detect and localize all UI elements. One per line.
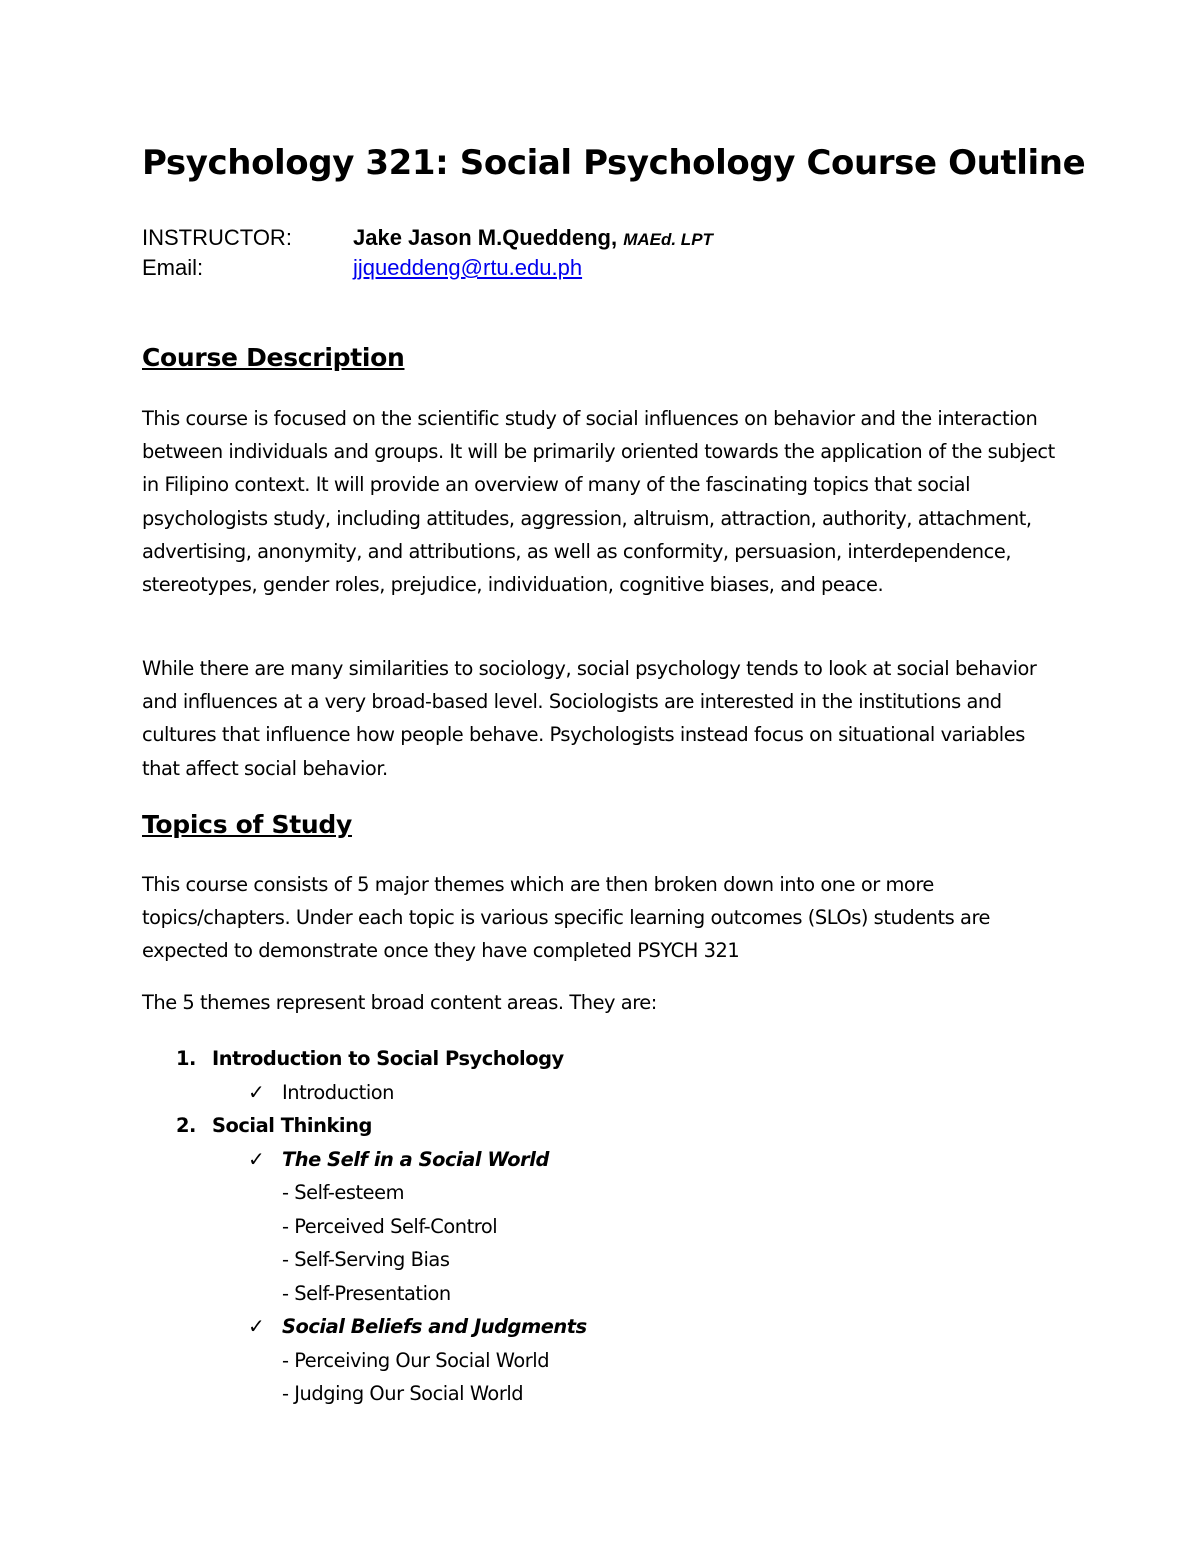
- course-description-paragraph-1: This course is focused on the scientific study of social influences on behavior and the interaction between individuals and groups. It will be primarily oriented towards the application of the subject in Filipino context. It will provide an overview of many of the fascinating topics that social psychologists study, including attitudes, aggression, altruism, attraction, authority, attachment, advertising, anonymity, and attributions, as well as conformity, persuasion, interdependence, stereotypes, gender roles, prejudice, individuation, cognitive biases, and peace.: [142, 407, 1055, 597]
- subtopic-item: [142, 1210, 1042, 1244]
- page-title: Psychology 321: Social Psychology Course Outline: [142, 143, 1086, 183]
- course-description-paragraph-2: While there are many similarities to sociology, social psychology tends to look at social behavior and influences at a very broad-based level. Sociologists are interested in the institutions and cultures that influence how people behave. Psychologists instead focus on situational variables that affect social behavior.: [142, 657, 1037, 780]
- checkmark-icon: ✓: [248, 1146, 265, 1171]
- subtopic-label: - Self-Serving Bias: [282, 1248, 450, 1271]
- subtopic-label: - Judging Our Social World: [282, 1382, 524, 1405]
- email-value: [353, 255, 582, 281]
- subtopic-item: [142, 1243, 1042, 1277]
- checkmark-icon: ✓: [248, 1314, 265, 1338]
- topic-label: Social Beliefs and Judgments: [282, 1315, 587, 1338]
- instructor-value: [353, 225, 713, 251]
- themes-list: [142, 1042, 1042, 1411]
- email-label: Email:: [142, 255, 204, 280]
- subtopic-label: - Perceived Self-Control: [282, 1214, 498, 1238]
- subtopic-item: [142, 1377, 1042, 1411]
- checkmark-icon: ✓: [248, 1079, 265, 1104]
- topic-label: The Self in a Social World: [282, 1147, 549, 1171]
- topic-item: [142, 1143, 1042, 1177]
- topics-of-study-paragraph-2: The 5 themes represent broad content areas. They are:: [142, 991, 657, 1014]
- subtopic-label: - Self-Presentation: [282, 1281, 451, 1305]
- instructor-credentials: MAEd. LPT: [623, 230, 713, 249]
- subtopic-label: - Self-esteem: [282, 1181, 405, 1204]
- theme-item: [142, 1109, 1042, 1143]
- topics-of-study-heading: Topics of Study: [142, 810, 352, 839]
- theme-item: [142, 1042, 1042, 1076]
- topics-of-study-paragraph-1: This course consists of 5 major themes which are then broken down into one or more topics/chapters. Under each topic is various specific learning outcomes (SLOs) students are expected to demonstrate once they have completed PSYCH 321: [142, 873, 991, 963]
- instructor-name: Jake Jason M.Queddeng,: [353, 225, 618, 250]
- topic-item: [142, 1310, 1042, 1344]
- topic-label: Introduction: [282, 1080, 395, 1104]
- subtopic-item: [142, 1277, 1042, 1311]
- theme-label: Social Thinking: [212, 1114, 372, 1137]
- subtopic-item: [142, 1176, 1042, 1210]
- instructor-label: INSTRUCTOR:: [142, 225, 292, 250]
- course-description-heading: Course Description: [142, 343, 405, 372]
- email-link[interactable]: jjqueddeng@rtu.edu.ph: [353, 255, 583, 280]
- theme-label: Introduction to Social Psychology: [212, 1047, 564, 1070]
- theme-number: 2.: [176, 1114, 196, 1137]
- subtopic-item: [142, 1344, 1042, 1378]
- theme-number: 1.: [176, 1047, 196, 1070]
- subtopic-label: - Perceiving Our Social World: [282, 1348, 550, 1372]
- topic-item: [142, 1076, 1042, 1110]
